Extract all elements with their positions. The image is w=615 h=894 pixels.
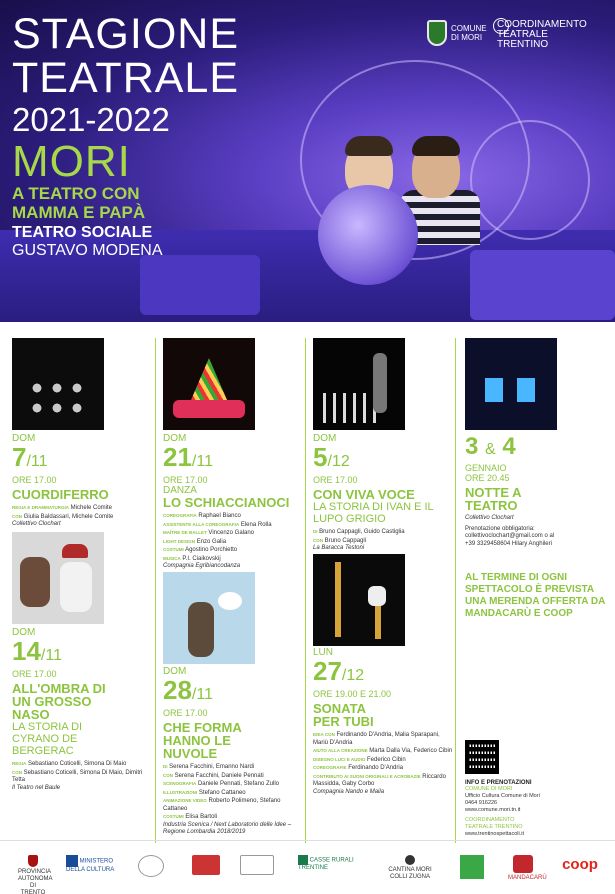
- event-day: DOM: [12, 627, 36, 638]
- credit-line: [163, 512, 303, 521]
- credit-text: Raphael Bianco: [198, 513, 241, 519]
- title-line-1: STAGIONE: [12, 10, 240, 58]
- coord-logo-text: TRENTINO: [497, 39, 549, 50]
- stage-doodle: [470, 120, 590, 240]
- event-photo: [313, 338, 405, 430]
- date-number: 14: [12, 636, 41, 666]
- credit-text: Giulia Baldassari, Michele Comite: [23, 513, 114, 520]
- credit-line: [313, 731, 453, 747]
- info-line: COMUNE DI MORI: [465, 786, 513, 792]
- credit-line: [313, 756, 453, 765]
- credit-label: DI: [163, 764, 168, 769]
- coord-logo-text: TEATRALE: [497, 29, 548, 40]
- actor-hair: [345, 136, 393, 156]
- crest-icon: [28, 855, 38, 867]
- sponsor-name: MINISTERO DELLA CULTURA: [66, 858, 115, 873]
- event-hour: ORE 17.00: [163, 708, 208, 718]
- subtitle-line-1: A TEATRO CON: [12, 184, 140, 203]
- event-subtitle: LA STORIA DI CYRANO DE BERGERAC: [12, 721, 83, 757]
- info-link[interactable]: www.trentinospettacoli.it: [465, 831, 524, 837]
- snack-note: AL TERMINE DI OGNI SPETTACOLO È PREVISTA UNA MERENDA OFFERTA DA MANDACARÙ E COOP: [465, 572, 605, 619]
- info-title: INFO E PRENOTAZIONI: [465, 780, 532, 786]
- town-name: MORI: [12, 137, 131, 186]
- tube-instrument: [335, 562, 341, 637]
- credit-label: MAÎTRE DE BALLET: [163, 530, 207, 535]
- credit-label: CON: [12, 513, 22, 519]
- event-photo: [313, 554, 405, 646]
- company-name: Il Teatro nel Baule: [12, 784, 61, 791]
- date-number: 21: [163, 442, 192, 472]
- event-date: [313, 444, 453, 475]
- company-name: Compagnia Nando e Maila: [313, 788, 385, 795]
- mandacaru-icon: [513, 855, 533, 873]
- event-credits: [313, 731, 453, 796]
- credit-label: CON: [163, 772, 173, 778]
- company-name: Compagnia Egribiancodanza: [163, 563, 241, 569]
- credit-line: [313, 528, 453, 537]
- event-hour: ORE 20.45: [465, 473, 510, 483]
- event-card: [12, 434, 152, 529]
- comune-logo-text: DI MORI: [451, 33, 483, 42]
- comune-logo-text: COMUNE: [451, 24, 487, 33]
- event-credits: [163, 512, 303, 571]
- credit-label: MUSICA: [163, 555, 181, 561]
- company: [163, 563, 303, 571]
- bank-icon: [298, 855, 308, 865]
- credit-label: DI: [313, 529, 318, 534]
- ministry-icon: [66, 855, 78, 867]
- credit-line: [163, 521, 303, 530]
- credit-label: ILLUSTRAZIONI: [163, 789, 198, 795]
- event-hour: ORE 19.00 E 21.00: [313, 689, 392, 699]
- event-hour: ORE 17.00: [12, 475, 57, 485]
- date-number: 5: [313, 442, 328, 472]
- company: [313, 545, 453, 553]
- credit-label: SCENOGRAFIA: [163, 781, 197, 786]
- info-box: [465, 780, 605, 838]
- credit-label: IDEA CON: [313, 732, 335, 737]
- credit-line: [163, 546, 303, 555]
- event-card: [163, 434, 303, 571]
- date-number: 4: [502, 433, 516, 460]
- event-title: CON VIVA VOCE: [313, 487, 415, 502]
- event-credits: [12, 504, 152, 529]
- event-card: [12, 628, 152, 792]
- event-photo: [12, 338, 104, 430]
- credit-line: [313, 537, 453, 546]
- event-title: CHE FORMA HANNO LE NUVOLE: [163, 720, 242, 761]
- credit-text: Stefano Cattaneo: [198, 789, 246, 796]
- date-number: 28: [163, 675, 192, 705]
- sponsor-name: CASSE RURALI TRENTINE: [298, 857, 354, 871]
- sponsor-name: MANDACARÙ: [508, 875, 547, 881]
- poster-title: [12, 12, 239, 260]
- venue-line-1: TEATRO SOCIALE: [12, 224, 153, 241]
- booking-line: collettivoclochart@gmail.com o al: [465, 533, 555, 539]
- event-date: [163, 444, 303, 475]
- credit-line: [12, 769, 152, 785]
- credit-label: REGIA: [12, 761, 27, 766]
- sponsor-name: PROVINCIA AUTONOMA DI TRENTO: [18, 869, 53, 894]
- info-link[interactable]: www.comune.mori.tn.it: [465, 807, 521, 813]
- credit-line: [163, 538, 303, 547]
- credit-label: LIGHT DESIGN: [163, 538, 196, 544]
- company: [12, 785, 152, 793]
- credit-text: Daniele Pennati, Stefano Zullo: [197, 781, 279, 787]
- credit-text: Serena Facchini, Daniele Pennati: [174, 772, 264, 779]
- credit-line: [313, 747, 453, 756]
- event-photo: [465, 338, 557, 430]
- credit-label: ANIMAZIONE VIDEO: [163, 798, 207, 803]
- event-day: LUN: [313, 647, 334, 658]
- program-section: [0, 322, 615, 837]
- info-line: TEATRALE TRENTINO: [465, 824, 523, 830]
- event-card: [465, 434, 605, 548]
- event-month: GENNAIO: [465, 463, 507, 473]
- performer: [368, 586, 386, 606]
- screen-left: [485, 378, 503, 402]
- puppets: [27, 378, 89, 418]
- credit-text: Ferdinando D'Andria: [348, 765, 404, 771]
- company-name: Collettivo Clochart: [465, 515, 514, 521]
- sponsor-logo: [240, 855, 274, 875]
- sponsor-logo: [66, 855, 126, 874]
- credit-line: [163, 813, 303, 822]
- info-line: Ufficio Cultura Comune di Mori: [465, 793, 540, 799]
- credit-text: P.I. Ciaikovskij: [182, 555, 221, 562]
- sponsor-name: CANTINA MORI COLLI ZUGNA: [388, 867, 432, 880]
- sponsor-bar: [0, 840, 615, 894]
- credit-text: Riccardo Massidda, Gaby Corbo: [313, 773, 446, 787]
- credit-label: CON: [313, 537, 323, 543]
- date-number: 27: [313, 656, 342, 686]
- credit-line: [12, 760, 152, 769]
- booking-line: Prenotazione obbligatoria:: [465, 525, 535, 532]
- credit-line: [313, 764, 453, 773]
- event-credits: [465, 515, 605, 548]
- event-date: [313, 658, 453, 689]
- event-date: [12, 638, 152, 669]
- stage-platform: [173, 400, 245, 418]
- red-hat: [62, 544, 88, 558]
- event-card: [163, 667, 303, 837]
- credit-text: Federico Cibin: [367, 756, 406, 763]
- sponsor-logo: [18, 855, 53, 894]
- date-number: 7: [12, 442, 27, 472]
- credit-label: DISEGNO LUCI E AUDIO: [313, 756, 366, 762]
- event-photo: [12, 532, 104, 624]
- winery-icon: [405, 855, 415, 865]
- date-month: /11: [191, 453, 213, 470]
- credit-text: Roberto Polimeno, Stefano Cattaneo: [163, 798, 281, 812]
- event-title: LO SCHIACCIANOCI: [163, 495, 290, 510]
- comune-logo: [427, 20, 487, 46]
- credit-label: COREOGRAFIA: [163, 513, 197, 518]
- event-hour: ORE 17.00: [163, 475, 208, 485]
- credit-text: Bruno Cappagli, Guido Castiglia: [319, 529, 405, 535]
- event-hour: ORE 17.00: [12, 669, 57, 679]
- company-name: Collettivo Clochart: [12, 521, 61, 527]
- event-title: CUORDIFERRO: [12, 487, 109, 502]
- credit-label: COSTUMI: [163, 547, 184, 552]
- event-day: DOM: [163, 666, 187, 677]
- column-divider: [155, 338, 156, 843]
- event-title: ALL'OMBRA DI UN GROSSO NASO: [12, 681, 106, 722]
- date-number: 3: [465, 433, 479, 460]
- event-credits: [12, 760, 152, 792]
- event-category: DANZA: [163, 485, 197, 496]
- event-day: DOM: [313, 433, 337, 444]
- actor: [60, 562, 92, 612]
- event-photo: [163, 338, 255, 430]
- actor: [188, 602, 214, 657]
- stage-block: [470, 250, 615, 320]
- credit-text: Elisa Bartoli: [185, 814, 218, 820]
- credit-text: Marta Dalla Via, Federico Cibin: [369, 748, 453, 754]
- event-card: [313, 434, 453, 553]
- column-divider: [305, 338, 306, 843]
- event-subtitle: LA STORIA DI IVAN E IL LUPO GRIGIO: [313, 501, 434, 525]
- company: [313, 789, 453, 797]
- qr-code[interactable]: [465, 740, 499, 774]
- event-credits: [163, 763, 303, 837]
- coop-logo: coop: [562, 856, 598, 873]
- company: [465, 515, 605, 523]
- credit-label: CONTRIBUTO AI SUONI ORIGINALI E ACROBAZIE: [313, 773, 421, 779]
- sponsor-logo: [508, 855, 547, 882]
- date-month: /12: [341, 667, 365, 684]
- event-hour: ORE 17.00: [313, 475, 358, 485]
- event-date: [12, 444, 152, 475]
- dancer-costume: [191, 358, 227, 400]
- stage-block: [140, 255, 260, 315]
- booking-line: +39 3329458604 Hilary Anghileri: [465, 540, 552, 547]
- event-date: [465, 434, 605, 463]
- info-line: 0464 916226: [465, 800, 498, 806]
- event-title: NOTTE A TEATRO: [465, 485, 522, 513]
- credit-text: Bruno Cappagli: [324, 537, 367, 544]
- crest-icon: [427, 20, 447, 46]
- credit-label: ASSISTENTE ALLA COREOGRAFIA: [163, 521, 240, 527]
- event-title: SONATA PER TUBI: [313, 701, 374, 729]
- performer: [373, 353, 387, 413]
- date-month: /12: [327, 453, 350, 470]
- credit-text: Enzo Galia: [196, 538, 227, 545]
- venue-line-2: GUSTAVO MODENA: [12, 242, 163, 259]
- credit-label: AIUTO ALLA CREAZIONE: [313, 748, 368, 753]
- sponsor-logo: [298, 855, 360, 872]
- pharmacy-cross-icon: [460, 855, 484, 879]
- credit-line: [12, 513, 152, 522]
- credit-text: Sebastiano Coticelli, Simona Di Maio: [27, 761, 127, 767]
- date-month: /11: [40, 647, 62, 664]
- credit-text: Vincenzo Galano: [208, 530, 255, 536]
- stage-drum: [318, 185, 418, 285]
- title-line-2: TEATRALE: [12, 54, 240, 102]
- sponsor-logo: [385, 855, 435, 881]
- company: [163, 822, 303, 837]
- credit-text: Elena Rolla: [240, 521, 272, 528]
- credit-line: [163, 780, 303, 789]
- info-line: COORDINAMENTO: [465, 817, 515, 823]
- credit-line: [12, 504, 152, 513]
- event-day: DOM: [163, 433, 187, 444]
- event-date: [163, 677, 303, 708]
- actor: [20, 557, 50, 607]
- credit-label: COSTUMI: [163, 814, 184, 819]
- company: [12, 521, 152, 529]
- credit-line: [163, 529, 303, 538]
- credit-line: [163, 789, 303, 798]
- credit-text: Serena Facchini, Emanno Nardi: [169, 764, 255, 770]
- event-credits: [313, 528, 453, 553]
- credit-text: Ferdinando D'Andria, Malia Sparapani, Mariù D'Andria: [313, 732, 440, 746]
- sponsor-logo: [138, 855, 164, 877]
- column-divider: [455, 338, 456, 843]
- cloud-projection: [218, 592, 242, 610]
- event-photo: [163, 572, 255, 664]
- credit-line: [163, 763, 303, 772]
- screen-right: [517, 378, 535, 402]
- credit-line: [163, 797, 303, 813]
- credit-label: CON: [12, 769, 22, 775]
- coordinamento-logo: [497, 20, 587, 50]
- sponsor-logo: [192, 855, 220, 875]
- credit-text: Michele Comite: [70, 505, 113, 511]
- date-month: /11: [26, 453, 48, 470]
- credit-text: Sebastiano Coticelli, Simona Di Maio, Dimitri Tetta: [12, 769, 143, 783]
- subtitle-line-2: MAMMA E PAPÀ: [12, 203, 146, 222]
- date-amp: &: [485, 441, 496, 458]
- season-years: 2021-2022: [12, 101, 170, 138]
- credit-label: REGIA E DRAMMATURGIA: [12, 505, 69, 510]
- circle-icon: [493, 18, 509, 34]
- company-name: La Baracca Testoni: [313, 545, 365, 551]
- event-day: DOM: [12, 433, 36, 444]
- company-name: Industria Scenica / Next Laboratorio delle Idee – Regione Lombardia 2018/2019: [163, 821, 292, 835]
- actor-hair: [412, 136, 460, 156]
- hero-banner: [0, 0, 615, 322]
- event-card: [313, 648, 453, 796]
- credit-line: [163, 772, 303, 781]
- date-month: /11: [191, 686, 213, 703]
- credit-label: COREOGRAFIE: [313, 765, 347, 770]
- credit-text: Agostino Porchietto: [185, 547, 238, 553]
- credit-line: [163, 555, 303, 564]
- coord-logo-text: COORDINAMENTO: [497, 19, 587, 30]
- credit-line: [313, 773, 453, 789]
